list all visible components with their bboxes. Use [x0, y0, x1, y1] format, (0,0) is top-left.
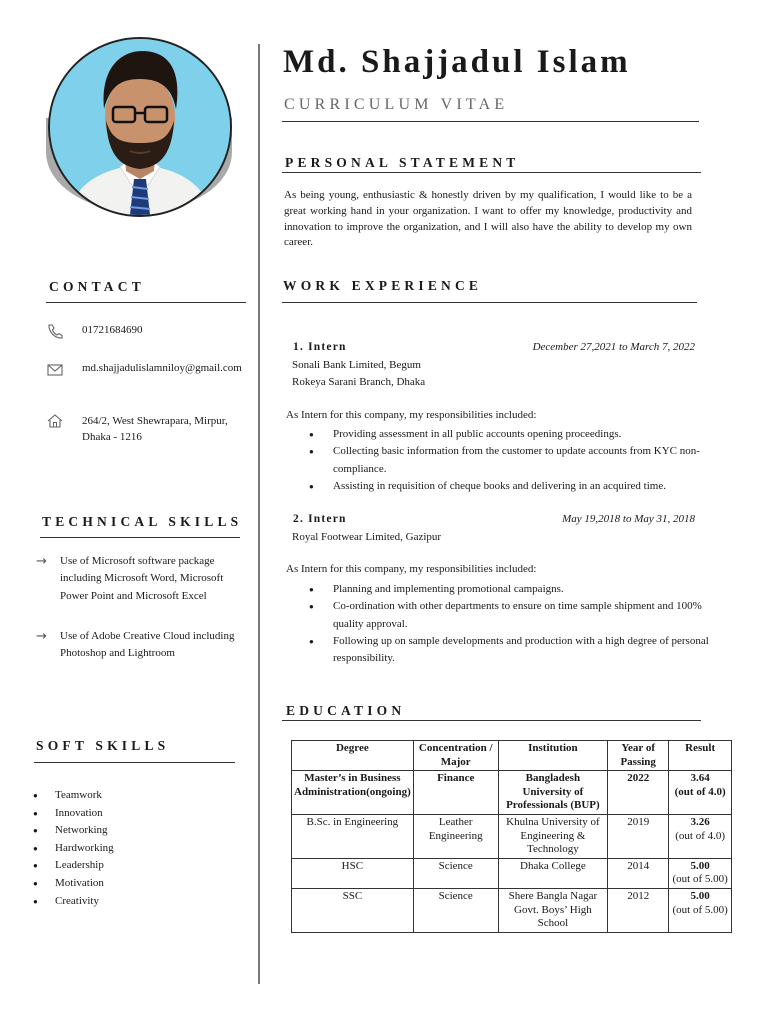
column-header: Year of Passing — [608, 741, 669, 771]
result-note: (out of 5.00) — [672, 873, 728, 886]
contact-address — [46, 413, 246, 447]
column-header: Institution — [498, 741, 607, 771]
job-1-organization-line-2: Rokeya Sarani Branch, Dhaka — [292, 376, 426, 388]
list-item: ● Co-ordination with other departments to ensure on time sample shipment and 100% quality approval. — [287, 598, 727, 633]
document-subtitle: CURRICULUM VITAE — [284, 96, 509, 113]
technical-skill-text: Use of Adobe Creative Cloud including Photoshop and Lightroom — [60, 630, 235, 660]
result-value: 5.00 — [690, 859, 710, 872]
major-cell: Science — [413, 858, 498, 888]
result-cell — [669, 814, 732, 858]
list-item: ● Assisting in requisition of cheque books and delivering in an acquired time. — [287, 478, 727, 495]
job-1-responsibilities — [287, 426, 727, 495]
soft-skills-heading: SOFT SKILLS — [36, 738, 170, 753]
work-experience-rule — [282, 302, 697, 303]
major-cell: Finance — [413, 771, 498, 815]
institution-cell: Bangladesh University of Professionals (BUP) — [498, 771, 607, 815]
degree-cell: SSC — [292, 888, 414, 932]
list-item: ● Planning and implementing promotional campaigns. — [287, 581, 727, 598]
institution-cell: Khulna University of Engineering & Technology — [498, 814, 607, 858]
year-cell: 2012 — [608, 888, 669, 932]
list-item: ● Following up on sample developments and production with a high degree of personal responsibility. — [287, 633, 727, 668]
envelope-icon — [46, 363, 64, 379]
technical-skills-heading: TECHNICAL SKILLS — [42, 514, 243, 529]
list-item: ● Innovation — [31, 805, 231, 823]
postal-address: 264/2, West Shewrapara, Mirpur, Dhaka - 1216 — [82, 415, 228, 443]
work-experience-heading: WORK EXPERIENCE — [283, 278, 483, 293]
personal-statement-rule — [282, 172, 701, 173]
soft-skills-rule — [34, 762, 235, 763]
column-divider — [258, 44, 260, 984]
year-cell: 2022 — [608, 771, 669, 815]
column-header: Concentration / Major — [413, 741, 498, 771]
table-row — [292, 771, 732, 815]
soft-skills-list — [31, 787, 231, 910]
year-cell: 2019 — [608, 814, 669, 858]
job-2-title: 2. Intern — [293, 513, 347, 525]
job-1-intro: As Intern for this company, my responsibilities included: — [286, 409, 537, 421]
profile-photo — [48, 37, 232, 217]
list-item: ● Networking — [31, 822, 231, 840]
phone-number[interactable]: 01721684690 — [82, 324, 143, 336]
header-rule — [282, 121, 699, 122]
technical-skill-item — [36, 628, 241, 680]
technical-skills-rule — [40, 537, 240, 538]
contact-heading: CONTACT — [49, 279, 145, 294]
list-item: ● Creativity — [31, 893, 231, 911]
result-cell — [669, 888, 732, 932]
degree-cell: B.Sc. in Engineering — [292, 814, 414, 858]
major-cell: Science — [413, 888, 498, 932]
arrow-right-icon: → — [36, 629, 47, 644]
education-heading: EDUCATION — [286, 703, 406, 718]
email-address[interactable]: md.shajjadulislamniloy@gmail.com — [82, 362, 242, 374]
table-header-row — [292, 741, 732, 771]
contact-phone — [46, 322, 246, 340]
list-item: ● Teamwork — [31, 787, 231, 805]
job-1-title: 1. Intern — [293, 341, 347, 353]
result-value: 3.64 — [690, 772, 710, 785]
table-row — [292, 814, 732, 858]
personal-statement-text: As being young, enthusiastic & honestly driven by my qualification, I would like to be a great working hand in your organization. I want to offer my knowledge, productivity and innovation to improve the organization, and I will also have the ability to develop my own career. — [284, 189, 692, 249]
result-cell — [669, 858, 732, 888]
phone-icon — [46, 323, 64, 339]
technical-skill-text: Use of Microsoft software package including Microsoft Word, Microsoft Power Point and Microsoft Excel — [60, 555, 224, 602]
year-cell: 2014 — [608, 858, 669, 888]
result-note: (out of 4.0) — [674, 785, 726, 798]
job-2-intro: As Intern for this company, my responsibilities included: — [286, 563, 537, 575]
result-cell — [669, 771, 732, 815]
list-item: ● Leadership — [31, 857, 231, 875]
job-2-responsibilities — [287, 581, 727, 667]
education-table — [291, 740, 732, 933]
job-2-organization: Royal Footwear Limited, Gazipur — [292, 531, 442, 543]
institution-cell: Dhaka College — [498, 858, 607, 888]
job-1-dates: December 27,2021 to March 7, 2022 — [532, 341, 695, 353]
column-header: Result — [669, 741, 732, 771]
portrait-illustration — [50, 39, 230, 215]
list-item: ● Hardworking — [31, 840, 231, 858]
column-header: Degree — [292, 741, 414, 771]
home-icon — [46, 413, 64, 429]
degree-cell: Master’s in Business Administration(ongoing) — [292, 771, 414, 815]
result-value: 5.00 — [690, 889, 710, 902]
result-note: (out of 4.0) — [675, 829, 726, 842]
job-1-organization-line-1: Sonali Bank Limited, Begum — [292, 359, 421, 371]
list-item: ● Collecting basic information from the customer to update accounts from KYC non-compliance. — [287, 443, 727, 478]
result-value: 3.26 — [690, 815, 710, 828]
technical-skill-item — [36, 553, 241, 623]
table-row — [292, 888, 732, 932]
table-row — [292, 858, 732, 888]
arrow-right-icon: → — [36, 554, 47, 569]
result-note: (out of 5.00) — [672, 903, 728, 916]
major-cell: Leather Engineering — [413, 814, 498, 858]
degree-cell: HSC — [292, 858, 414, 888]
education-rule — [282, 720, 701, 721]
contact-email — [46, 360, 246, 394]
list-item: ● Providing assessment in all public accounts opening proceedings. — [287, 426, 727, 443]
job-2-dates: May 19,2018 to May 31, 2018 — [562, 513, 695, 525]
list-item: ● Motivation — [31, 875, 231, 893]
candidate-name: Md. Shajjadul Islam — [283, 44, 631, 80]
contact-rule — [46, 302, 246, 303]
personal-statement-heading: PERSONAL STATEMENT — [285, 155, 520, 170]
institution-cell: Shere Bangla Nagar Govt. Boys’ High School — [498, 888, 607, 932]
